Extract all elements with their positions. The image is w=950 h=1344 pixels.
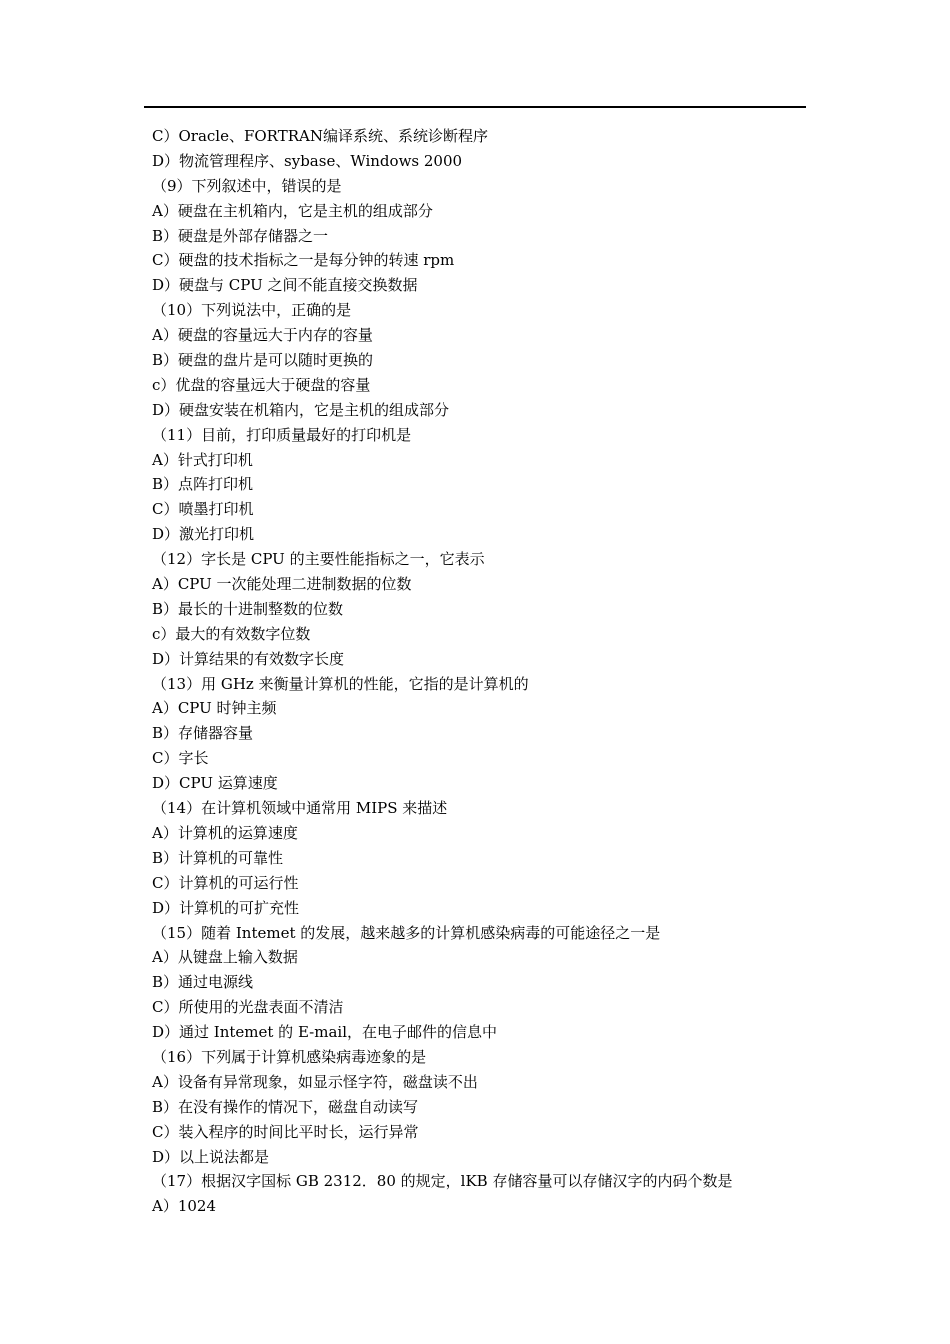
text-line: A）CPU 时钟主频 — [152, 699, 277, 718]
text-line: C）装入程序的时间比平时长，运行异常 — [152, 1122, 419, 1141]
text-line: C）所使用的光盘表面不清洁 — [152, 998, 344, 1017]
text-line: A）从键盘上输入数据 — [152, 948, 298, 967]
text-line: A）设备有异常现象，如显示怪字符，磁盘读不出 — [152, 1072, 478, 1091]
text-line: C）喷墨打印机 — [152, 500, 254, 519]
text-line: B）硬盘是外部存储器之一 — [152, 226, 329, 245]
text-line: A）计算机的运算速度 — [152, 823, 298, 842]
text-line: B）计算机的可靠性 — [152, 848, 284, 867]
text-line: D）激光打印机 — [152, 525, 255, 544]
text-line: （17）根据汉字国标 GB 2312．80 的规定，lKB 存储容量可以存储汉字的内码个数是 — [152, 1172, 733, 1191]
text-line: A）针式打印机 — [152, 450, 253, 469]
text-line: c）最大的有效数字位数 — [152, 624, 311, 643]
text-line: C）字长 — [152, 749, 209, 768]
text-line: A）CPU 一次能处理二进制数据的位数 — [152, 575, 412, 594]
text-line: C）硬盘的技术指标之一是每分钟的转速 rpm — [152, 251, 455, 270]
text-line: （15）随着 Intemet 的发展，越来越多的计算机感染病毒的可能途径之一是 — [152, 923, 661, 942]
text-line: C）Oracle、FORTRAN编译系统、系统诊断程序 — [152, 127, 488, 145]
text-line: （9）下列叙述中，错误的是 — [152, 176, 342, 195]
text-line: （13）用 GHz 来衡量计算机的性能，它指的是计算机的 — [152, 674, 529, 693]
header-rule — [144, 106, 806, 108]
text-line: （11）目前，打印质量最好的打印机是 — [152, 425, 412, 444]
text-line: D）通过 Intemet 的 E-mail，在电子邮件的信息中 — [152, 1023, 498, 1042]
text-line: （16）下列属于计算机感染病毒迹象的是 — [152, 1047, 427, 1066]
text-line: D）以上说法都是 — [152, 1147, 270, 1166]
text-line: D）计算结果的有效数字长度 — [152, 649, 345, 668]
text-line: B）通过电源线 — [152, 973, 254, 992]
text-line: D）硬盘与 CPU 之间不能直接交换数据 — [152, 276, 418, 295]
text-line: B）点阵打印机 — [152, 475, 254, 494]
question-list — [152, 124, 812, 1219]
text-line: D）硬盘安装在机箱内，它是主机的组成部分 — [152, 400, 450, 419]
text-line: C）计算机的可运行性 — [152, 873, 299, 892]
text-line: D）计算机的可扩充性 — [152, 898, 300, 917]
text-line: （12）字长是 CPU 的主要性能指标之一，它表示 — [152, 550, 485, 569]
text-line: B）硬盘的盘片是可以随时更换的 — [152, 351, 374, 370]
text-line: B）存储器容量 — [152, 724, 254, 743]
text-line: D）物流管理程序、sybase、Windows 2000 — [152, 151, 463, 170]
text-line: c）优盘的容量远大于硬盘的容量 — [152, 375, 371, 394]
text-line: B）最长的十进制整数的位数 — [152, 599, 344, 618]
text-line: A）硬盘的容量远大于内存的容量 — [152, 326, 373, 345]
text-line: A）1024 — [152, 1197, 217, 1216]
text-line: （10）下列说法中，正确的是 — [152, 301, 352, 320]
text-line: D）CPU 运算速度 — [152, 774, 278, 793]
text-line: B）在没有操作的情况下，磁盘自动读写 — [152, 1097, 419, 1116]
text-line: （14）在计算机领域中通常用 MIPS 来描述 — [152, 799, 448, 818]
text-line: A）硬盘在主机箱内，它是主机的组成部分 — [152, 201, 433, 220]
